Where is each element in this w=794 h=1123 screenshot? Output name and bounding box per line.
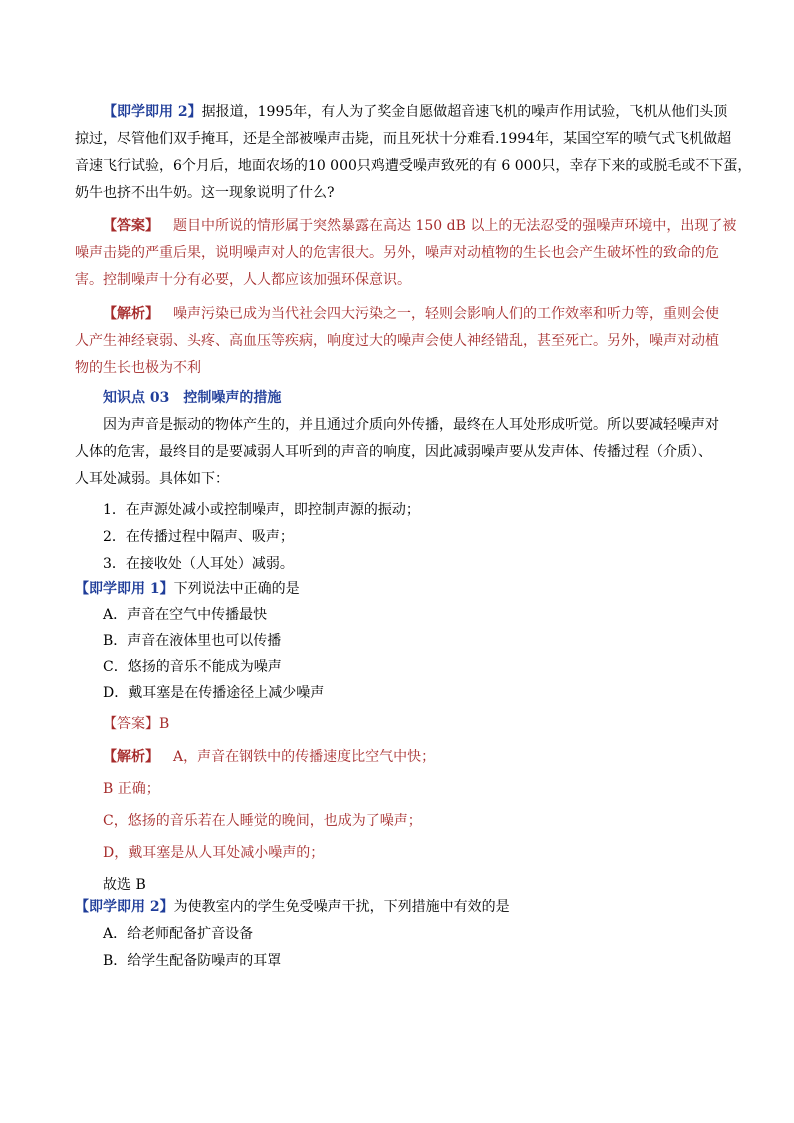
section-item-3: 3．在接收处（人耳处）减弱。: [103, 556, 294, 572]
q1-option-c: C．悠扬的音乐不能成为噪声: [103, 659, 282, 675]
analysis1-line-1: [103, 305, 719, 323]
section-line-2: 人体的危害，最终目的是要减弱人耳听到的声音的响度，因此减弱噪声要从发声体、传播过程（介质）、: [75, 444, 712, 460]
q2-first-text-1: 据报道，1995年，有人为了奖金自愿做超音速飞机的噪声作用试验，飞机从他们头顶: [201, 104, 728, 120]
q1-analysis-line-3: C，悠扬的音乐若在人睡觉的晚间，也成为了噪声；: [103, 813, 422, 829]
answer1-line-2: 噪声击毙的严重后果，说明噪声对人的危害很大。另外，噪声对动植物的生长也会产生破坏性的致命的危: [75, 245, 719, 261]
q1-answer: 【答案】B: [103, 716, 170, 732]
answer1-text-1: 题目中所说的情形属于突然暴露在高达 150 dB 以上的无法忍受的强噪声环境中，出现了被: [173, 218, 737, 234]
section-item-1: 1．在声源处减小或控制噪声，即控制声源的振动；: [103, 502, 420, 518]
q2-first-label: 【即学即用 2】: [103, 104, 202, 120]
q2-second-option-a: A．给老师配备扩音设备: [103, 926, 254, 942]
section-line-3: 人耳处减弱。具体如下：: [75, 471, 229, 487]
q1-label: 【即学即用 1】: [75, 581, 174, 597]
analysis1-label: 【解析】: [103, 306, 159, 322]
section-item-2: 2．在传播过程中隔声、吸声；: [103, 529, 294, 545]
analysis1-text-1: 噪声污染已成为当代社会四大污染之一，轻则会影响人们的工作效率和听力等，重则会使: [173, 306, 719, 322]
analysis1-line-2: 人产生神经衰弱、头疼、高血压等疾病，响度过大的噪声会使人神经错乱，甚至死亡。另外，噪声对动植: [75, 333, 719, 349]
q1-analysis-line-1: [103, 748, 435, 766]
analysis1-line-3: 物的生长也极为不利: [75, 360, 201, 376]
q1-question: 下列说法中正确的是: [173, 581, 300, 597]
answer1-line-3: 害。控制噪声十分有必要，人人都应该加强环保意识。: [75, 272, 411, 288]
answer1-line-1: [103, 217, 736, 235]
q1-option-b: B．声音在液体里也可以传播: [103, 633, 282, 649]
q2-second-question: 为使教室内的学生免受噪声干扰，下列措施中有效的是: [173, 899, 510, 915]
q1-analysis-line-2: B 正确；: [103, 781, 160, 797]
q1-option-a: A．声音在空气中传播最快: [103, 607, 268, 623]
q1-analysis-line-4: D，戴耳塞是从人耳处减小噪声的；: [103, 845, 325, 861]
q1-analysis-text-1: A，声音在钢铁中的传播速度比空气中快；: [173, 749, 436, 765]
q2-first-line-2: 掠过，尽管他们双手掩耳，还是全部被噪声击毙，而且死状十分难看.1994年，某国空军的喷气式飞机做超: [75, 131, 732, 147]
q2-second-label: 【即学即用 2】: [75, 899, 174, 915]
q1-option-d: D．戴耳塞是在传播途径上减少噪声: [103, 685, 325, 701]
q2-first-line-3: 音速飞行试验，6个月后，地面农场的10 000只鸡遭受噪声致死的有 6 000只，幸存下来的或脱毛或不下蛋，: [75, 158, 752, 174]
section-line-1: 因为声音是振动的物体产生的，并且通过介质向外传播，最终在人耳处形成听觉。所以要减轻噪声对: [103, 417, 719, 433]
q1-analysis-label: 【解析】: [103, 749, 159, 765]
answer1-label: 【答案】: [103, 218, 159, 234]
section-title: 知识点 03 控制噪声的措施: [103, 390, 282, 406]
q1-conclusion: 故选 B: [103, 877, 146, 893]
q2-second-question-line: [75, 898, 510, 916]
q2-second-option-b: B．给学生配备防噪声的耳罩: [103, 953, 282, 969]
q2-first-line-4: 奶牛也挤不出牛奶。这一现象说明了什么?: [75, 185, 335, 201]
q1-question-line: [75, 580, 300, 598]
q2-first-line-1: [103, 103, 727, 121]
